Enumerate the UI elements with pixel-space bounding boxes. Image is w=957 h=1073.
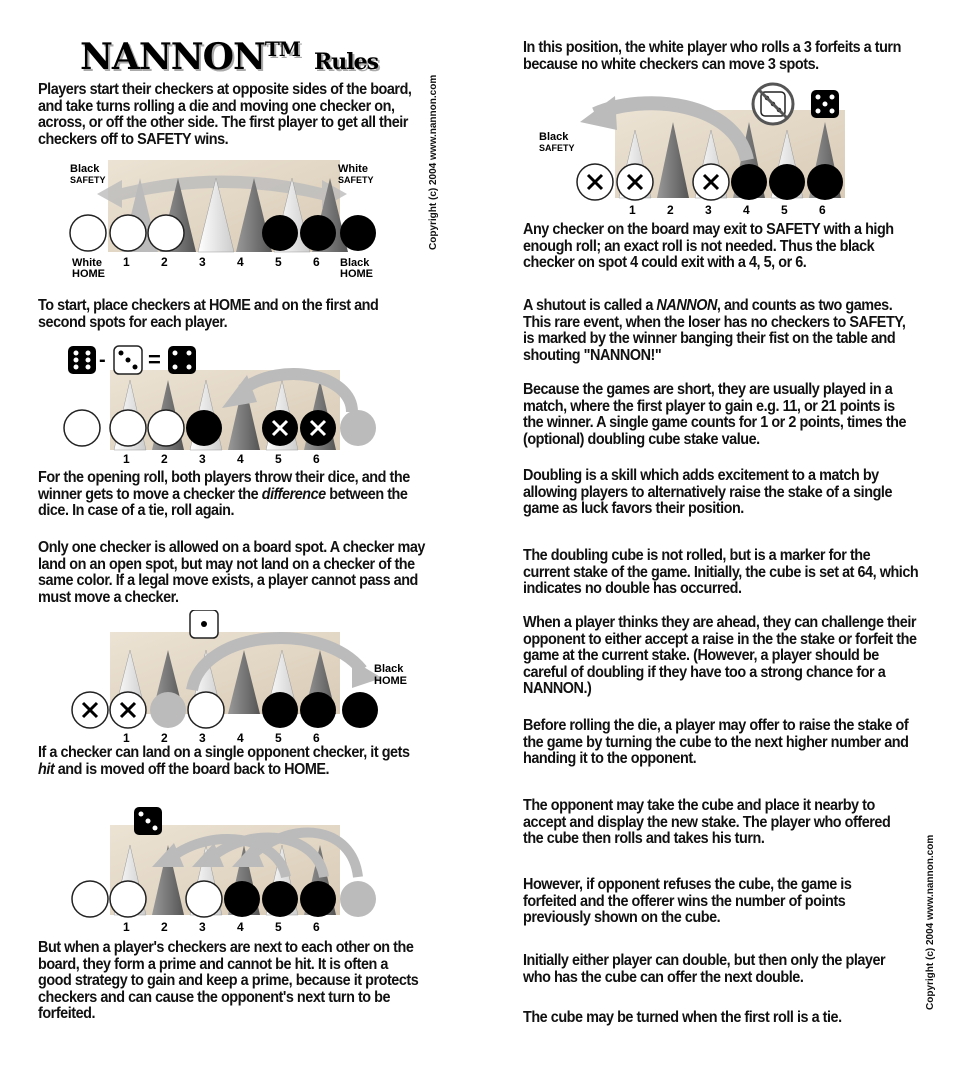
page-title: NANNON™ Rules (80, 36, 378, 78)
left-para-3: For the opening roll, both players throw their dice, and the winner gets to move a checker the difference between the dice. In case of a tie, roll again. (38, 469, 410, 519)
right-para-7: When a player thinks they are ahead, they can challenge their opponent to either accept a raise in the the stake or forfeit the game at the current stake. (However, a player should be careful of doubling if they have too a strong chance for a NANNON.) (523, 614, 917, 697)
spot-number: 1 (123, 731, 130, 745)
right-para-5: Doubling is a skill which adds excitement to a match by allowing players to alternatively raise the stake of a single game as luck favors their position. (523, 467, 893, 517)
spot-number: 5 (275, 920, 282, 934)
spot-number: 5 (275, 452, 282, 465)
black-checker (262, 692, 298, 728)
spot-number: 1 (123, 452, 130, 465)
white-checker (148, 215, 184, 251)
copyright-vertical-bottom: Copyright (c) 2004 www.nannon.com (925, 834, 936, 1010)
label-black-safety: SAFETY (539, 143, 575, 153)
label-white-home: White (72, 257, 102, 269)
right-para-6: The doubling cube is not rolled, but is a marker for the current stake of the game. Initially, the cube is set at 64, which indicates no double has occurred. (523, 547, 919, 597)
gray-checker (340, 410, 376, 446)
spot-number: 3 (705, 203, 712, 217)
black-checker (300, 215, 336, 251)
copyright-vertical-top: Copyright (c) 2004 www.nannon.com (428, 74, 439, 250)
spot-number: 6 (819, 203, 826, 217)
label-white-safety: White (338, 163, 368, 175)
black-checker (262, 215, 298, 251)
right-para-10: However, if opponent refuses the cube, the game is forfeited and the offerer wins the number of points previously shown on the cube. (523, 876, 852, 926)
spot-number: 4 (237, 920, 244, 934)
arrow-head (580, 96, 617, 130)
spot-number: 5 (275, 255, 282, 269)
gray-checker (340, 881, 376, 917)
label-white-home: HOME (72, 268, 105, 280)
left-para-1: Players start their checkers at opposite sides of the board, and take turns rolling a die and moving one checker on, across, or off the other side. The first player to get all their checkers off to SAFETY wins. (38, 81, 412, 148)
right-para-11: Initially either player can double, but then only the player who has the cube can offer the next double. (523, 952, 886, 986)
left-para-6: But when a player's checkers are next to each other on the board, they form a prime and cannot be hit. It is often a good strategy to gain and keep a prime, because it protects checkers and can cause the opponent's next turn to be forfeited. (38, 939, 419, 1022)
right-para-2: Any checker on the board may exit to SAFETY with a high enough roll; an exact roll is not needed. Thus the black checker on spot 4 could exit with a 4, 5, or 6. (523, 221, 894, 271)
spot-number: 6 (313, 452, 320, 465)
spot-number: 4 (237, 255, 244, 269)
spot-number: 2 (161, 255, 168, 269)
spot-number: 3 (199, 920, 206, 934)
spot-number: 6 (313, 255, 320, 269)
black-checker (262, 881, 298, 917)
spot-number: 2 (667, 203, 674, 217)
spot-number: 5 (275, 731, 282, 745)
right-para-8: Before rolling the die, a player may offer to raise the stake of the game by turning the cube to the next higher number and handing it to the opponent. (523, 717, 909, 767)
label-black-home: HOME (374, 675, 407, 687)
spot-number: 3 (199, 452, 206, 465)
white-checker (148, 410, 184, 446)
black-checker (186, 410, 222, 446)
gray-checker (150, 692, 186, 728)
white-checker (110, 215, 146, 251)
white-checker (110, 881, 146, 917)
label-black-home: Black (340, 257, 370, 269)
black-checker (224, 881, 260, 917)
minus-sign: - (99, 349, 106, 371)
board-diagram-opening (62, 340, 392, 465)
right-para-3: A shutout is called a NANNON, and counts as two games. This rare event, when the loser has no checkers to SAFETY, is marked by the winner banging their fist on the table and shouting "NANNON!" (523, 297, 906, 364)
spot-number: 4 (743, 203, 750, 217)
black-checker (807, 164, 843, 200)
spot-number: 6 (313, 731, 320, 745)
right-para-4: Because the games are short, they are usually played in a match, where the first player to gain e.g. 11, or 21 points is the winner. A single game counts for 1 or 2 points, times the (optional) doubling cube stake value. (523, 381, 907, 448)
right-para-1: In this position, the white player who rolls a 3 forfeits a turn because no white checkers can move 3 spots. (523, 39, 901, 73)
spot-number: 3 (199, 731, 206, 745)
white-checker (72, 881, 108, 917)
label-white-safety: SAFETY (338, 175, 374, 185)
spot-number: 1 (629, 203, 636, 217)
black-checker (731, 164, 767, 200)
right-para-9: The opponent may take the cube and place it nearby to accept and display the new stake. The player who offered the cube then rolls and takes his turn. (523, 797, 891, 847)
spot-number: 2 (161, 452, 168, 465)
label-black-safety: Black (70, 163, 100, 175)
left-para-4: Only one checker is allowed on a board spot. A checker may land on an open spot, but may not land on a checker of the same color. If a legal move exists, a player cannot pass and must move a checker. (38, 539, 425, 606)
black-checker (300, 692, 336, 728)
equals-sign: = (148, 347, 161, 372)
label-black-safety: SAFETY (70, 175, 106, 185)
spot-number: 4 (237, 731, 244, 745)
black-checker (340, 215, 376, 251)
spot-number: 1 (123, 920, 130, 934)
spot-number: 5 (781, 203, 788, 217)
white-checker (186, 881, 222, 917)
black-checker (300, 881, 336, 917)
die-three-black-icon (168, 346, 196, 374)
board-diagram-forfeit (535, 82, 855, 220)
spot-number: 1 (123, 255, 130, 269)
white-checker (188, 692, 224, 728)
black-checker (769, 164, 805, 200)
white-checker (70, 215, 106, 251)
label-black-home: HOME (340, 268, 373, 280)
board-diagram-start (62, 158, 392, 280)
spot-number: 4 (237, 452, 244, 465)
board-diagram-prime (62, 805, 392, 935)
white-checker (64, 410, 100, 446)
die-six-icon (68, 346, 96, 374)
spot-number: 3 (199, 255, 206, 269)
spot-number: 6 (313, 920, 320, 934)
label-black-home: Black (374, 663, 404, 675)
black-checker (342, 692, 378, 728)
label-black-safety: Black (539, 131, 569, 143)
board-diagram-hit (62, 610, 422, 745)
white-checker (110, 410, 146, 446)
left-para-2: To start, place checkers at HOME and on the first and second spots for each player. (38, 297, 379, 331)
left-para-5: If a checker can land on a single opponent checker, it gets hit and is moved off the board back to HOME. (38, 744, 410, 778)
spot-number: 2 (161, 731, 168, 745)
right-para-12: The cube may be turned when the first roll is a tie. (523, 1009, 842, 1026)
spot-number: 2 (161, 920, 168, 934)
